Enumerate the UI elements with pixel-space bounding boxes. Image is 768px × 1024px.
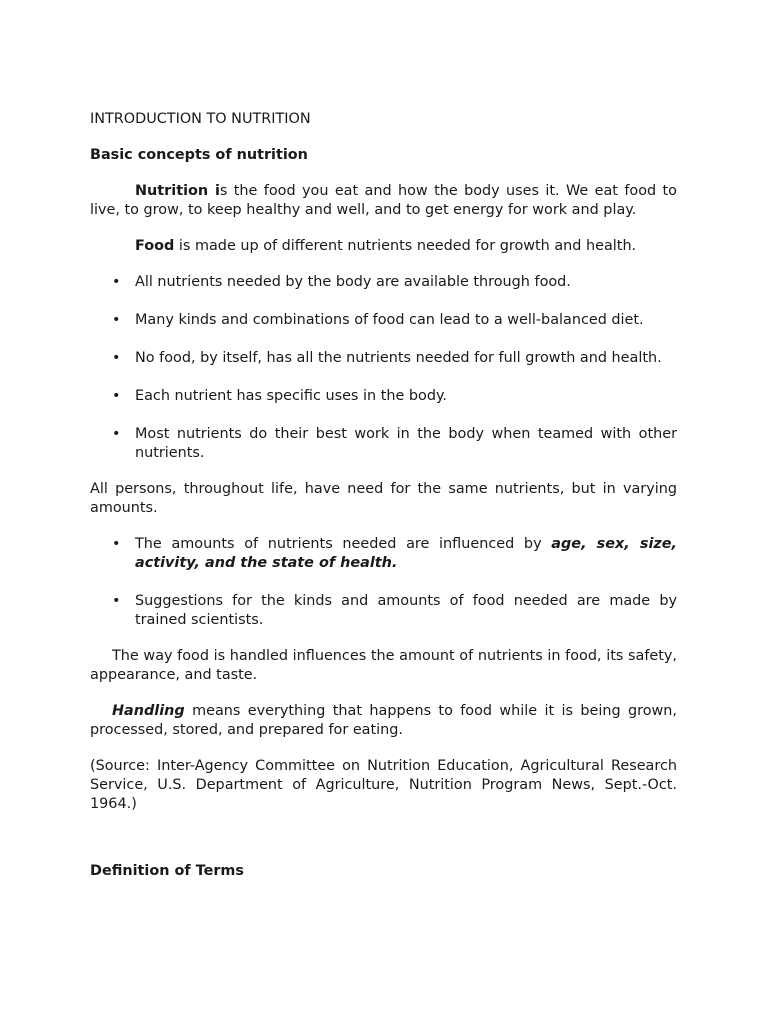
bullet-list-nutrient-facts [90, 273, 677, 463]
bullet-icon: • [112, 536, 121, 552]
paragraph-food-text: is made up of different nutrients needed for growth and health. [174, 238, 637, 254]
list-item-emphasis: age, sex, size, activity, and the state of health. [135, 536, 677, 571]
bullet-icon: • [112, 593, 121, 609]
paragraph-handling-definition [90, 702, 677, 740]
list-item-text: No food, by itself, has all the nutrients needed for full growth and health. [135, 350, 662, 366]
list-item [90, 535, 677, 573]
list-item-text: Each nutrient has specific uses in the body. [135, 388, 448, 404]
list-item [90, 273, 677, 292]
section-title-definition-of-terms: Definition of Terms [90, 863, 244, 879]
list-item-text: Suggestions for the kinds and amounts of food needed are made by trained scientists. [135, 593, 677, 628]
list-item-text: The amounts of nutrients needed are influenced by [135, 536, 552, 552]
paragraph-food-handling: The way food is handled influences the amount of nutrients in food, its safety, appearance, and taste. [90, 648, 677, 683]
bullet-icon: • [112, 274, 121, 290]
source-citation: (Source: Inter-Agency Committee on Nutrition Education, Agricultural Research Service, U.S. Department of Agriculture, Nutrition Program News, Sept.-Oct. 1964.) [90, 758, 677, 812]
term-handling: Handling [112, 703, 185, 719]
list-item [90, 592, 677, 630]
bullet-icon: • [112, 388, 121, 404]
term-food: Food [135, 238, 175, 254]
term-nutrition: Nutrition i [135, 183, 220, 199]
bullet-icon: • [112, 312, 121, 328]
paragraph-food-definition [90, 237, 677, 256]
paragraph-nutrition-definition [90, 182, 677, 220]
list-item [90, 425, 677, 463]
list-item [90, 387, 677, 406]
paragraph-handling-text: means everything that happens to food while it is being grown, processed, stored, and prepared for eating. [90, 703, 677, 738]
bullet-icon: • [112, 426, 121, 442]
list-item-text: Most nutrients do their best work in the body when teamed with other nutrients. [135, 426, 677, 461]
document-body [90, 110, 677, 898]
list-item-text: All nutrients needed by the body are available through food. [135, 274, 571, 290]
paragraph-varying-amounts: All persons, throughout life, have need for the same nutrients, but in varying amounts. [90, 481, 677, 516]
bullet-list-amounts [90, 535, 677, 630]
list-item [90, 349, 677, 368]
document-title: INTRODUCTION TO NUTRITION [90, 111, 311, 127]
section-title-basic-concepts: Basic concepts of nutrition [90, 147, 308, 163]
bullet-icon: • [112, 350, 121, 366]
list-item-text: Many kinds and combinations of food can lead to a well-balanced diet. [135, 312, 644, 328]
paragraph-nutrition-text: s the food you eat and how the body uses it. We eat food to live, to grow, to keep healthy and well, and to get energy for work and play. [90, 183, 677, 218]
list-item [90, 311, 677, 330]
